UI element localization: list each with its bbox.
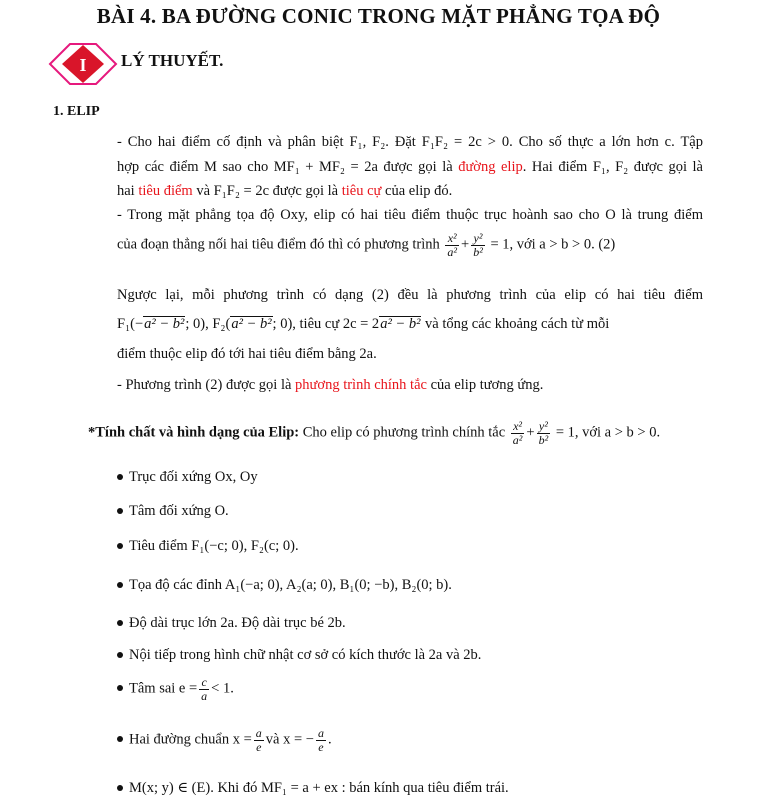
sqrt-a2-b2: a² − b² <box>380 316 421 332</box>
fraction-a-e: $\frac{a}{e}$ <box>255 726 262 754</box>
p1-text: của elip đó. <box>381 183 453 199</box>
bullet-item: Nội tiếp trong hình chữ nhật cơ sở có kích thước là 2a và 2b. <box>117 647 481 664</box>
fraction-a-e: $\frac{a}{e}$ <box>317 726 324 754</box>
properties-text: Cho elip có phương trình chính tắc <box>299 424 506 441</box>
section-badge-label: I <box>79 55 87 75</box>
subsection-heading: 1. ELIP <box>53 104 100 119</box>
bullet-item: Tiêu điểm F₁(−c; 0), F₂(c; 0). <box>117 538 299 555</box>
bullet-item: Tâm sai e = $\frac{c}{a}$ < 1. <box>117 676 234 702</box>
fraction-c-a: $\frac{c}{a}$ <box>201 675 208 703</box>
p1-line3 <box>117 184 703 199</box>
bullet-icon <box>117 620 123 626</box>
p2-text: của đoạn thẳng nối hai tiêu điểm đó thì có phương trình <box>117 236 440 253</box>
bullet-item: Hai đường chuẩn x = $\frac{a}{e}$ và x = − $\frac{a}{e}$ . <box>117 727 332 753</box>
p2-line1: - Trong mặt phẳng tọa độ Oxy, elip có hai tiêu điểm thuộc trục hoành sao cho O là trung điểm <box>117 207 703 223</box>
p3-text: F₁(− <box>117 316 144 332</box>
properties-heading <box>88 420 728 446</box>
bullet-item: Trục đối xứng Ox, Oy <box>117 469 258 486</box>
bullet-item: Tâm đối xứng O. <box>117 503 229 520</box>
section-badge <box>48 42 118 86</box>
bullet-icon <box>117 652 123 658</box>
p3-text: ; 0), F₂( <box>185 316 231 332</box>
bullet-item: M(x; y) ∈ (E). Khi đó MF₁ = a + ex : bán kính qua tiêu điểm trái. <box>117 780 509 797</box>
term-phuong-trinh-chinh-tac: phương trình chính tắc <box>295 377 427 393</box>
p3-line1: Ngược lại, mỗi phương trình có dạng (2) đều là phương trình của elip có hai tiêu điểm <box>117 287 703 303</box>
bullet-icon <box>117 543 123 549</box>
fraction-x2-a2: $\frac{\text{x²}}{\text{a²}}$ <box>512 419 523 447</box>
section-title: LÝ THUYẾT. <box>121 51 224 70</box>
p4-text: - Phương trình (2) được gọi là <box>117 377 296 393</box>
plus-sign: + <box>526 424 535 441</box>
p4-line <box>117 378 703 393</box>
p1-text: . Hai điểm F₁, F₂ được gọi là <box>522 159 703 175</box>
p3-line2 <box>117 316 703 332</box>
bullet-icon <box>117 785 123 791</box>
p3-line3: điểm thuộc elip đó tới hai tiêu điểm bằng 2a. <box>117 346 377 362</box>
properties-text: = 1, với a > b > 0. <box>555 424 661 441</box>
properties-label: *Tính chất và hình dạng của Elip: <box>88 424 300 441</box>
fraction-y2-b2: $\frac{\text{y²}}{\text{b²}}$ <box>538 419 549 447</box>
fraction-y2-b2: $\frac{\text{y²}}{\text{b²}}$ <box>473 231 483 259</box>
bullet-icon <box>117 736 123 742</box>
fraction-x2-a2: $\frac{\text{x²}}{\text{a²}}$ <box>447 231 458 259</box>
p1-text: hai <box>117 183 139 199</box>
p4-text: của elip tương ứng. <box>426 377 544 393</box>
p1-line1: - Cho hai điểm cố định và phân biệt F₁, F₂. Đặt F₁F₂ = 2c > 0. Cho số thực a lớn hơn c. Tập <box>117 134 703 150</box>
p3-text: ; 0), tiêu cự 2c = 2 <box>272 316 380 332</box>
bullet-icon <box>117 508 123 514</box>
bullet-icon <box>117 582 123 588</box>
p1-text: và F₁F₂ = 2c được gọi là <box>192 183 342 199</box>
bullet-icon <box>117 474 123 480</box>
bullet-icon <box>117 685 123 691</box>
p1-line2 <box>117 160 703 175</box>
p2-text: = 1, với a > b > 0. (2) <box>490 236 616 253</box>
term-elip: đường elip <box>458 159 523 175</box>
page-title: BÀI 4. BA ĐƯỜNG CONIC TRONG MẶT PHẲNG TỌA ĐỘ <box>96 4 661 28</box>
plus-sign: + <box>461 236 470 253</box>
sqrt-a2-b2: a² − b² <box>231 316 272 332</box>
p1-text: hợp các điểm M sao cho MF₁ + MF₂ = 2a được gọi là <box>117 159 459 175</box>
bullet-item: Tọa độ các đỉnh A₁(−a; 0), A₂(a; 0), B₁(0; −b), B₂(0; b). <box>117 577 452 594</box>
term-tieu-diem: tiêu điểm <box>138 183 193 199</box>
bullet-item: Độ dài trục lớn 2a. Độ dài trục bé 2b. <box>117 615 346 632</box>
term-tieu-cu: tiêu cự <box>341 183 382 199</box>
p2-line2 <box>117 232 703 258</box>
sqrt-a2-b2: a² − b² <box>144 316 185 332</box>
p3-text: và tổng các khoảng cách từ mỗi <box>421 316 610 332</box>
